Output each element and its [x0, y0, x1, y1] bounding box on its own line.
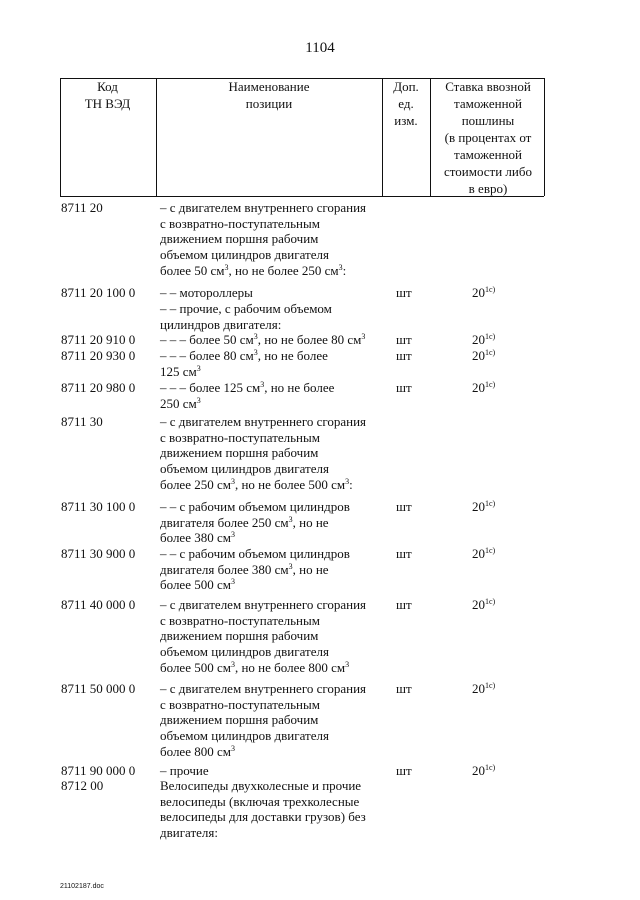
description-line [160, 499, 385, 515]
description-line [160, 597, 385, 613]
superscript: 3 [338, 262, 343, 272]
line-text: велосипеды (включая трехколесные [160, 793, 360, 809]
row-description [160, 285, 385, 301]
header-rate-line: (в процентах от [444, 130, 532, 145]
header-unit-line: ед. [398, 96, 414, 111]
row-description [160, 380, 385, 411]
header-name-line: позиции [245, 96, 293, 111]
column-divider [430, 78, 431, 196]
line-text: более 50 см [160, 262, 225, 278]
rate-footnote: 1с) [485, 332, 496, 341]
line-text: , но не более [264, 380, 335, 395]
row-code: 8712 00 [61, 778, 104, 793]
header-rate-line: в евро) [468, 181, 508, 196]
description-line [160, 712, 385, 728]
header-code-line: ТН ВЭД [84, 96, 131, 111]
superscript: 3 [345, 476, 350, 486]
line-text: 125 см [160, 363, 197, 379]
line-text: Велосипеды двухколесные и прочие [160, 778, 362, 793]
line-text: – – – более 125 см [160, 380, 261, 395]
row-description [160, 763, 385, 779]
description-line [160, 364, 385, 380]
description-line [160, 348, 385, 364]
line-text: более 380 см [160, 530, 231, 546]
superscript: 3 [230, 659, 235, 669]
header-code [60, 78, 155, 196]
superscript: 3 [345, 659, 350, 669]
row-description [160, 301, 385, 332]
description-line [160, 530, 385, 546]
row-code: 8711 30 [61, 414, 103, 429]
description-line [160, 681, 385, 697]
row-unit: шт [396, 681, 412, 696]
description-line [160, 247, 385, 263]
rate-footnote: 1с) [485, 597, 496, 606]
header-unit [385, 78, 427, 196]
header-rate-line: стоимости либо [443, 164, 532, 179]
row-rate [472, 499, 495, 515]
row-unit: шт [396, 597, 412, 612]
row-unit: шт [396, 285, 412, 300]
description-line [160, 231, 385, 247]
row-code: 8711 20 980 0 [61, 380, 136, 395]
superscript: 3 [361, 332, 366, 341]
line-text: цилиндров двигателя: [160, 316, 282, 332]
column-divider [156, 78, 157, 196]
line-text: 250 см [160, 395, 197, 411]
line-text: – с двигателем внутреннего сгорания [160, 200, 367, 215]
description-line [160, 825, 385, 841]
footer-filename: 21102187.doc [60, 883, 104, 890]
row-rate [472, 597, 495, 613]
row-code: 8711 20 [61, 200, 103, 215]
line-text: с возвратно-поступательным [160, 429, 320, 445]
description-line [160, 778, 385, 794]
line-text: двигателя более 380 см [160, 561, 289, 577]
rate-value: 20 [472, 285, 485, 300]
superscript: 3 [230, 476, 235, 486]
row-description [160, 200, 385, 279]
row-unit: шт [396, 380, 412, 395]
row-rate [472, 763, 495, 779]
line-text: : [342, 262, 347, 278]
row-description [160, 414, 385, 493]
line-text: – с двигателем внутреннего сгорания [160, 597, 367, 612]
description-line [160, 577, 385, 593]
header-rate-line: пошлины [461, 113, 515, 128]
description-line [160, 613, 385, 629]
rate-footnote: 1с) [485, 499, 496, 508]
row-rate [472, 380, 495, 396]
superscript: 3 [288, 514, 293, 524]
row-description [160, 597, 385, 676]
rate-value: 20 [472, 597, 485, 612]
row-description [160, 778, 385, 841]
superscript: 3 [260, 380, 265, 389]
description-line [160, 216, 385, 232]
line-text: – – прочие, с рабочим объемом [160, 301, 332, 316]
rate-footnote: 1с) [485, 763, 496, 772]
header-rate [432, 78, 544, 196]
description-line [160, 301, 385, 317]
row-description [160, 681, 385, 760]
description-line [160, 644, 385, 660]
description-line [160, 263, 385, 279]
row-rate [472, 285, 495, 301]
line-text: более 800 см [160, 743, 231, 759]
header-bottom-rule [60, 196, 544, 197]
row-description [160, 348, 385, 379]
row-unit: шт [396, 348, 412, 363]
description-line [160, 380, 385, 396]
description-line [160, 546, 385, 562]
description-line [160, 763, 385, 779]
superscript: 3 [288, 561, 293, 571]
line-text: , но не [292, 561, 329, 577]
rate-value: 20 [472, 546, 485, 561]
row-unit: шт [396, 546, 412, 561]
column-divider [544, 78, 545, 196]
line-text: – с двигателем внутреннего сгорания [160, 414, 367, 429]
line-text: – – с рабочим объемом цилиндров [160, 499, 350, 514]
line-text: двигателя более 250 см [160, 514, 289, 530]
line-text: объемом цилиндров двигателя [160, 644, 329, 660]
superscript: 3 [253, 348, 258, 357]
description-line [160, 794, 385, 810]
line-text: : [349, 476, 353, 492]
description-line [160, 477, 385, 493]
rate-value: 20 [472, 380, 485, 395]
row-description [160, 499, 385, 546]
line-text: объемом цилиндров двигателя [160, 247, 329, 263]
superscript: 3 [196, 363, 201, 373]
line-text: более 250 см [160, 476, 231, 492]
description-line [160, 332, 385, 348]
row-rate [472, 546, 495, 562]
description-line [160, 317, 385, 333]
line-text: с возвратно-поступательным [160, 215, 320, 231]
description-line [160, 562, 385, 578]
line-text: – – с рабочим объемом цилиндров [160, 546, 350, 561]
rate-footnote: 1с) [485, 285, 496, 294]
description-line [160, 200, 385, 216]
description-line [160, 396, 385, 412]
description-line [160, 744, 385, 760]
row-rate [472, 332, 495, 348]
rate-value: 20 [472, 499, 485, 514]
header-code-line: Код [97, 79, 118, 94]
row-description [160, 332, 385, 348]
row-rate [472, 681, 495, 697]
line-text: , но не более 250 см [228, 262, 339, 278]
description-line [160, 430, 385, 446]
line-text: объемом цилиндров двигателя [160, 728, 329, 744]
description-line [160, 728, 385, 744]
description-line [160, 515, 385, 531]
superscript: 3 [224, 262, 229, 272]
description-line [160, 628, 385, 644]
row-rate [472, 348, 495, 364]
header-name-line: Наименование [228, 79, 310, 94]
description-line [160, 660, 385, 676]
line-text: – прочие [160, 763, 209, 778]
rate-footnote: 1с) [485, 348, 496, 357]
row-code: 8711 20 910 0 [61, 332, 136, 347]
row-code: 8711 40 000 0 [61, 597, 136, 612]
description-line [160, 414, 385, 430]
line-text: , но не более 500 см [234, 476, 346, 492]
description-line [160, 285, 385, 301]
line-text: движением поршня рабочим [160, 445, 319, 461]
line-text: – – – более 80 см [160, 348, 254, 363]
row-code: 8711 50 000 0 [61, 681, 136, 696]
line-text: объемом цилиндров двигателя [160, 461, 329, 477]
column-divider [382, 78, 383, 196]
line-text: движением поршня рабочим [160, 628, 319, 644]
header-unit-line: изм. [394, 113, 418, 128]
line-text: движением поршня рабочим [160, 712, 319, 728]
table-top-rule [60, 78, 544, 79]
line-text: более 500 см [160, 659, 231, 675]
row-code: 8711 30 100 0 [61, 499, 136, 514]
rate-footnote: 1с) [485, 681, 496, 690]
description-line [160, 461, 385, 477]
rate-value: 20 [472, 681, 485, 696]
row-unit: шт [396, 332, 412, 347]
row-unit: шт [396, 499, 412, 514]
header-rate-line: таможенной [454, 96, 522, 111]
superscript: 3 [253, 332, 258, 341]
rate-value: 20 [472, 763, 485, 778]
superscript: 3 [230, 743, 235, 753]
rate-value: 20 [472, 348, 485, 363]
description-line [160, 809, 385, 825]
line-text: велосипеды для доставки грузов) без [160, 809, 366, 825]
header-name [158, 78, 380, 196]
line-text: более 500 см [160, 577, 231, 593]
row-description [160, 546, 385, 593]
line-text: – – мотороллеры [160, 285, 253, 300]
line-text: с возвратно-поступательным [160, 612, 320, 628]
row-code: 8711 30 900 0 [61, 546, 136, 561]
line-text: двигателя: [160, 825, 219, 841]
line-text: – – – более 50 см [160, 332, 254, 347]
row-code: 8711 20 930 0 [61, 348, 136, 363]
description-line [160, 697, 385, 713]
superscript: 3 [230, 577, 235, 587]
row-code: 8711 20 100 0 [61, 285, 136, 300]
line-text: , но не более [257, 348, 328, 363]
superscript: 3 [196, 395, 201, 405]
line-text: , но не [292, 514, 329, 530]
description-line [160, 445, 385, 461]
line-text: , но не более 800 см [234, 659, 346, 675]
column-divider [60, 78, 61, 196]
rate-value: 20 [472, 332, 485, 347]
header-unit-line: Доп. [393, 79, 419, 94]
line-text: с возвратно-поступательным [160, 696, 320, 712]
row-unit: шт [396, 763, 412, 778]
row-code: 8711 90 000 0 [61, 763, 136, 778]
line-text: движением поршня рабочим [160, 231, 319, 247]
header-rate-line: таможенной [454, 147, 522, 162]
page-number: 1104 [305, 40, 335, 56]
header-rate-line: Ставка ввозной [445, 79, 531, 94]
line-text: – с двигателем внутреннего сгорания [160, 681, 367, 696]
superscript: 3 [230, 530, 235, 540]
rate-footnote: 1с) [485, 546, 496, 555]
rate-footnote: 1с) [485, 380, 496, 389]
line-text: , но не более 80 см [257, 332, 362, 347]
